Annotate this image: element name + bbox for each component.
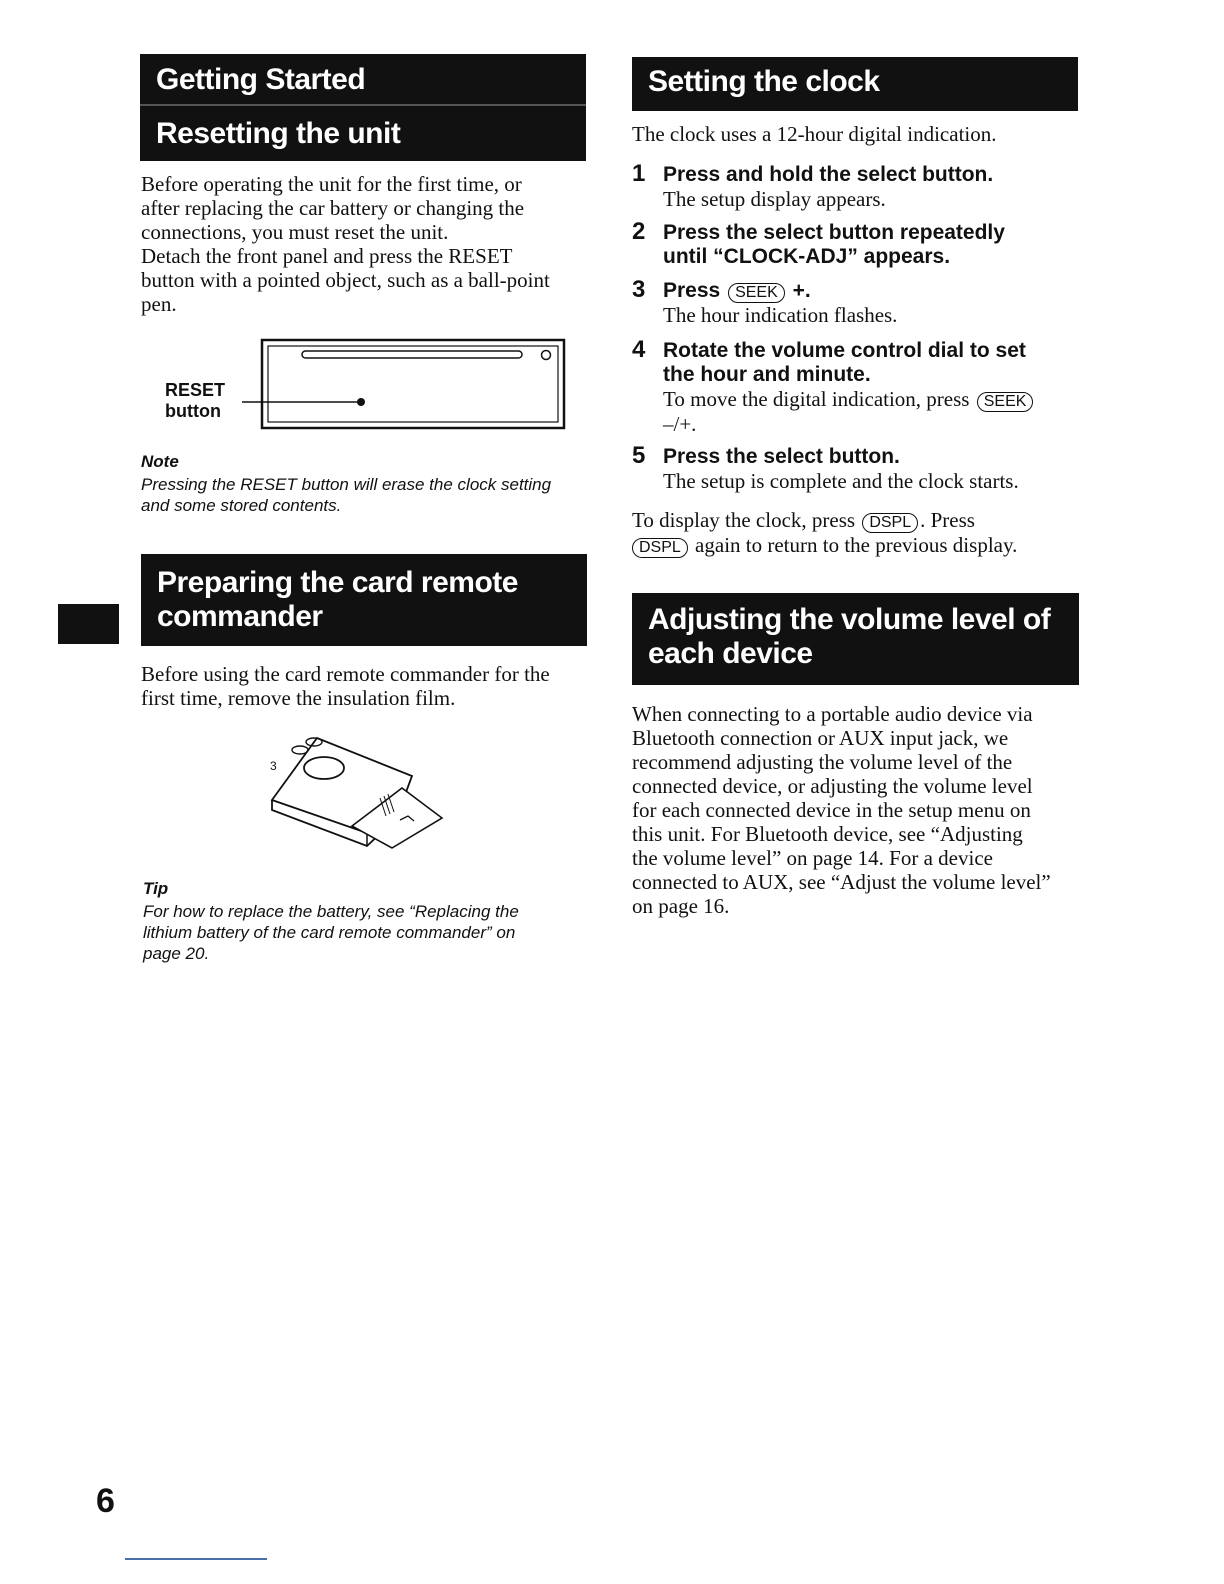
reset-callout	[165, 380, 225, 422]
callout-line: button	[165, 401, 221, 421]
reset-line: after replacing the car battery or changing the	[141, 196, 525, 220]
display-clock-paragraph	[632, 508, 1082, 558]
step-number: 1	[632, 160, 646, 187]
step-2	[632, 218, 1082, 269]
card-line: Before using the card remote commander for the	[141, 662, 550, 686]
tip-line: page 20.	[143, 944, 210, 963]
step-detail-text: To move the digital indication, press	[663, 387, 970, 411]
section-header-getting-started	[140, 54, 586, 161]
step-heading	[663, 276, 1082, 303]
step-heading: Press the select button repeatedly	[663, 221, 1005, 244]
step-heading: until “CLOCK-ADJ” appears.	[663, 245, 951, 268]
volume-line: connected device, or adjusting the volume level	[632, 774, 1033, 798]
front-panel-illustration	[238, 336, 568, 434]
step-number: 3	[632, 276, 646, 303]
display-text: . Press	[920, 508, 975, 532]
volume-line: the volume level” on page 14. For a device	[632, 846, 993, 870]
step-heading: Press the select button.	[663, 445, 900, 468]
step-5	[632, 442, 1082, 493]
reset-line: pen.	[141, 292, 177, 316]
note-line: and some stored contents.	[141, 496, 342, 515]
clock-intro: The clock uses a 12-hour digital indication.	[632, 122, 997, 146]
card-line: first time, remove the insulation film.	[141, 686, 456, 710]
card-paragraph	[141, 662, 591, 710]
display-text: To display the clock, press	[632, 508, 856, 532]
volume-line: Bluetooth connection or AUX input jack, we	[632, 726, 1009, 750]
heading-volume-line: each device	[648, 637, 813, 670]
step-detail: The setup is complete and the clock starts.	[663, 469, 1019, 493]
section-header-card-remote	[141, 554, 587, 646]
step-detail: The hour indication flashes.	[663, 303, 898, 327]
note-text	[141, 474, 601, 516]
callout-line: RESET	[165, 380, 226, 400]
step-heading: Press and hold the select button.	[663, 163, 994, 186]
section-header-setting-clock	[632, 57, 1078, 111]
section-header-volume	[632, 593, 1079, 685]
dspl-button[interactable]: DSPL	[862, 513, 918, 533]
heading-resetting-unit: Resetting the unit	[156, 117, 401, 150]
step-number: 4	[632, 336, 646, 363]
tip-line: For how to replace the battery, see “Replacing the	[143, 902, 519, 921]
reset-line: connections, you must reset the unit.	[141, 220, 449, 244]
step-4	[632, 336, 1082, 436]
volume-line: on page 16.	[632, 894, 730, 918]
side-index-marker	[58, 604, 119, 644]
volume-line: this unit. For Bluetooth device, see “Adjusting	[632, 822, 1023, 846]
heading-card-remote-line: commander	[157, 600, 323, 633]
step-detail	[663, 387, 1082, 436]
seek-button[interactable]: SEEK	[728, 283, 785, 303]
step-heading: Rotate the volume control dial to set	[663, 339, 1026, 362]
heading-setting-clock: Setting the clock	[648, 65, 880, 98]
dspl-button[interactable]: DSPL	[632, 538, 688, 558]
step-1	[632, 160, 1082, 211]
note-title: Note	[141, 452, 179, 471]
tip-line: lithium battery of the card remote commander” on	[143, 923, 516, 942]
footer-rule	[125, 1558, 267, 1560]
reset-line: button with a pointed object, such as a ball-point	[141, 268, 550, 292]
volume-line: When connecting to a portable audio device via	[632, 702, 1033, 726]
heading-volume-line: Adjusting the volume level of	[648, 603, 1051, 636]
volume-line: for each connected device in the setup menu on	[632, 798, 1031, 822]
reset-paragraph	[141, 172, 591, 316]
header-divider	[140, 104, 586, 106]
step-detail: The setup display appears.	[663, 187, 886, 211]
display-text: again to return to the previous display.	[695, 533, 1018, 557]
page-number: 6	[96, 1482, 115, 1520]
step-3	[632, 276, 1082, 327]
step-number: 2	[632, 218, 646, 245]
reset-line: Detach the front panel and press the RESET	[141, 244, 513, 268]
card-remote-illustration	[262, 728, 452, 850]
step-heading: the hour and minute.	[663, 363, 871, 386]
section-title: Getting Started	[156, 63, 366, 96]
note-line: Pressing the RESET button will erase the clock setting	[141, 475, 552, 494]
step-press-label: Press	[663, 279, 721, 302]
step-detail-text: –/+.	[663, 412, 697, 436]
volume-paragraph	[632, 702, 1092, 918]
volume-line: recommend adjusting the volume level of the	[632, 750, 1013, 774]
volume-line: connected to AUX, see “Adjust the volume level”	[632, 870, 1051, 894]
step-plus-label: +.	[792, 279, 811, 302]
heading-card-remote-line: Preparing the card remote	[157, 566, 518, 599]
svg-text:3: 3	[270, 759, 277, 773]
seek-button[interactable]: SEEK	[977, 392, 1034, 412]
reset-line: Before operating the unit for the first time, or	[141, 172, 522, 196]
step-number: 5	[632, 442, 646, 469]
tip-text	[143, 901, 603, 964]
tip-title: Tip	[143, 879, 169, 898]
